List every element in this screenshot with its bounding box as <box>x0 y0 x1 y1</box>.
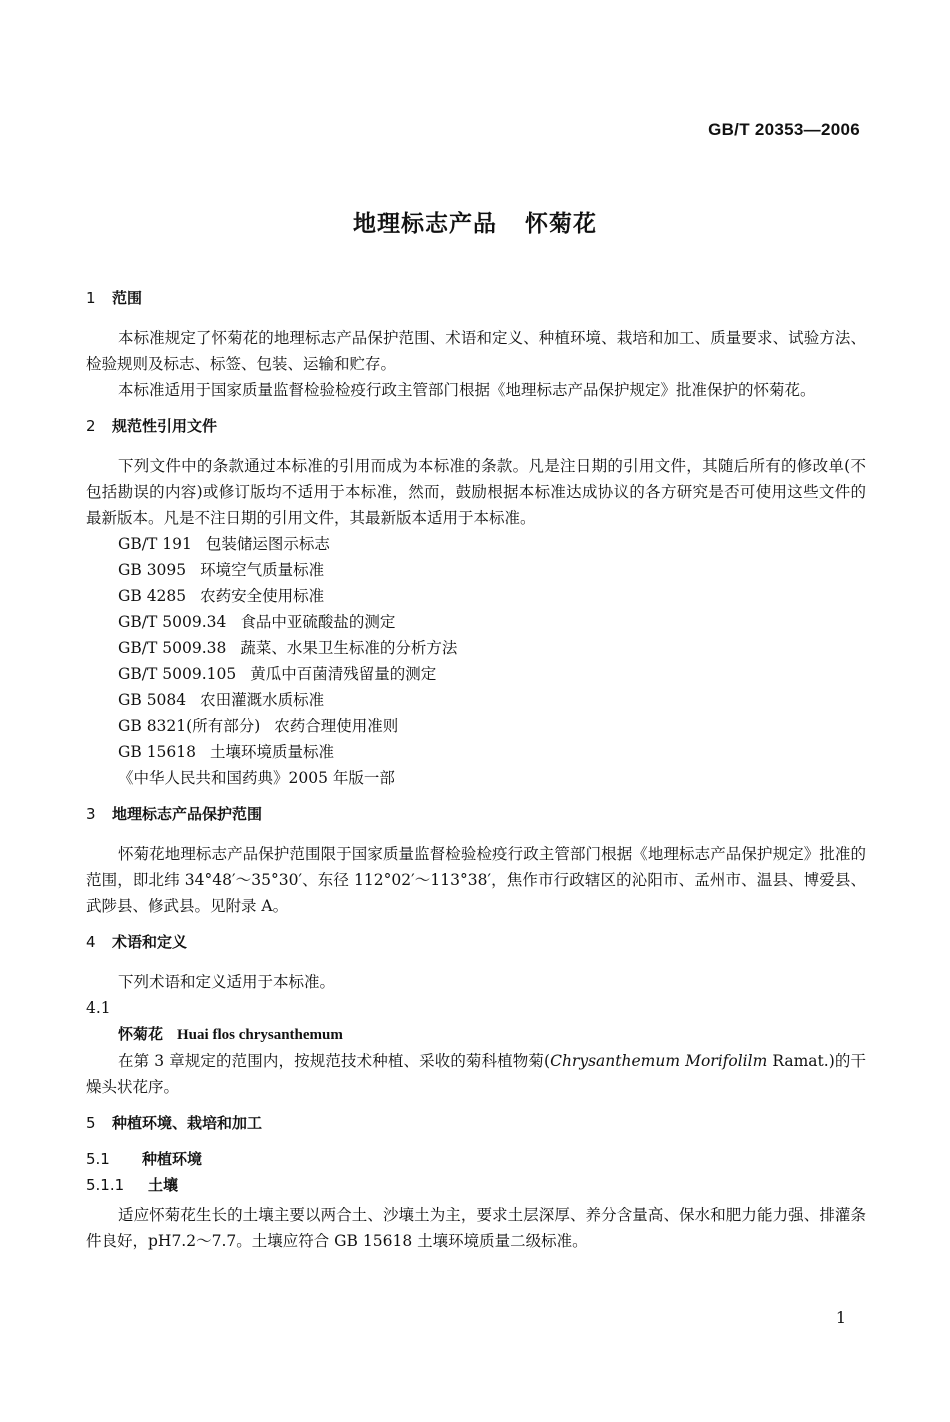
section-1-heading: 1 范围 <box>86 289 143 307</box>
reference-pharmacopoeia: 《中华人民共和国药典》2005 年版一部 <box>118 769 395 787</box>
reference-item: GB/T 5009.105 黄瓜中百菌清残留量的测定 <box>118 665 437 683</box>
reference-item: GB 15618 土壤环境质量标准 <box>118 743 335 761</box>
reference-item: GB 5084 农田灌溉水质标准 <box>118 691 325 709</box>
term-chinese: 怀菊花 <box>118 1025 164 1043</box>
section-4-paragraph-1: 下列术语和定义适用于本标准。 <box>118 973 336 991</box>
section-2-paragraph-1: 下列文件中的条款通过本标准的引用而成为本标准的条款。凡是注日期的引用文件，其随后所有的修改单(不包括勘误的内容)或修订版均不适用于本标准，然而，鼓励根据本标准达成协议的各方研究是否可使用这些文件的最新版本。凡是不注日期的引用文件，其最新版本适用于本标准。 <box>86 457 866 527</box>
clause-5-1-heading: 5.1 种植环境 <box>86 1150 203 1168</box>
term-english: Huai flos chrysanthemum <box>177 1027 343 1043</box>
clause-4-1-number: 4.1 <box>86 999 111 1017</box>
reference-item: GB/T 5009.34 食品中亚硫酸盐的测定 <box>118 613 396 631</box>
term-definition: 在第 3 章规定的范围内，按规范技术种植、采收的菊科植物菊(Chrysanthemum Morifolilm Ramat.)的干燥头状花序。 <box>86 1052 866 1096</box>
section-1-paragraph-1: 本标准规定了怀菊花的地理标志产品保护范围、术语和定义、种植环境、栽培和加工、质量要求、试验方法、检验规则及标志、标签、包装、运输和贮存。 <box>86 329 866 373</box>
title-part2: 怀菊花 <box>525 211 597 237</box>
section-5-heading: 5 种植环境、栽培和加工 <box>86 1114 263 1132</box>
reference-list <box>86 531 866 791</box>
page-number: 1 <box>835 1308 846 1327</box>
reference-item: GB 4285 农药安全使用标准 <box>118 587 325 605</box>
standard-code: GB/T 20353—2006 <box>708 120 860 139</box>
section-5-paragraph-1: 适应怀菊花生长的土壤主要以两合土、沙壤土为主，要求土层深厚、养分含量高、保水和肥力能力强、排灌条件良好，pH7.2～7.7。土壤应符合 GB 15618 土壤环境质量二级标准。 <box>86 1206 866 1250</box>
section-3-paragraph-1: 怀菊花地理标志产品保护范围限于国家质量监督检验检疫行政主管部门根据《地理标志产品保护规定》批准的范围，即北纬 34°48′～35°30′、东径 112°02′～113°38′，焦作市行政辖区的沁阳市、孟州市、温县、博爱县、武陟县、修武县。见附录 A。 <box>86 845 866 915</box>
section-4-heading: 4 术语和定义 <box>86 933 188 951</box>
reference-item: GB/T 5009.38 蔬菜、水果卫生标准的分析方法 <box>118 639 458 657</box>
section-2-heading: 2 规范性引用文件 <box>86 417 218 435</box>
clause-5-1-1-heading: 5.1.1 土壤 <box>86 1176 179 1194</box>
page-title <box>0 205 950 238</box>
latin-name: Chrysanthemum Morifolilm <box>550 1052 768 1070</box>
term-entry <box>86 1021 866 1048</box>
reference-item: GB 8321(所有部分) 农药合理使用准则 <box>118 717 399 735</box>
document-body <box>86 285 866 1254</box>
section-1-paragraph-2: 本标准适用于国家质量监督检验检疫行政主管部门根据《地理标志产品保护规定》批准保护的怀菊花。 <box>118 381 816 399</box>
reference-item: GB 3095 环境空气质量标准 <box>118 561 325 579</box>
title-part1: 地理标志产品 <box>353 211 497 237</box>
section-3-heading: 3 地理标志产品保护范围 <box>86 805 263 823</box>
reference-item: GB/T 191 包装储运图示标志 <box>118 535 330 553</box>
